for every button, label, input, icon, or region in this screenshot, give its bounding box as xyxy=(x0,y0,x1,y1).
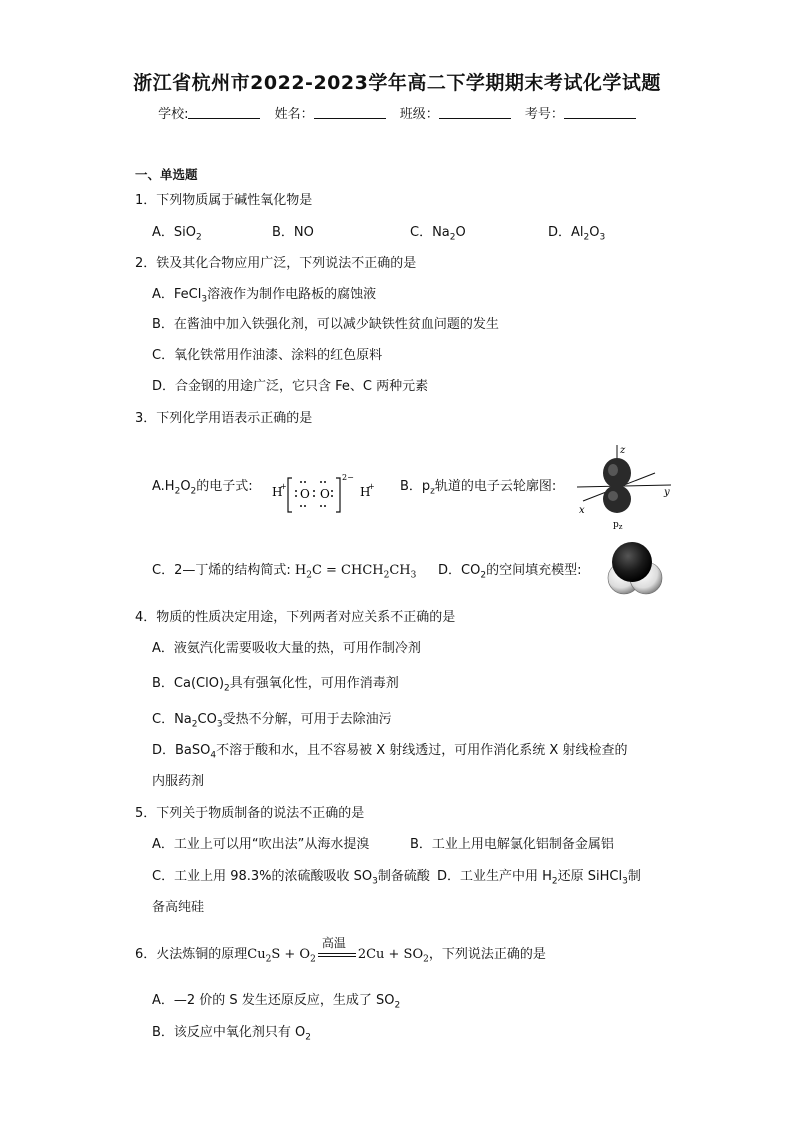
class-blank[interactable] xyxy=(439,106,511,119)
q2-option-d: D．合金钢的用途广泛，它只含 Fe、C 两种元素 xyxy=(152,379,429,394)
q1-option-d: D．$Al_2O_3$ xyxy=(548,225,606,243)
x-axis-label: x xyxy=(579,505,585,516)
exam-number-label: 考号： xyxy=(524,107,564,122)
h2o2-lewis-structure xyxy=(270,470,380,520)
q5-option-c: C．工业上用 98.3%的浓硫酸吸收 $SO_3$制备硫酸 xyxy=(152,869,430,887)
lewis-o-2: O xyxy=(320,487,330,501)
lewis-plus-left: + xyxy=(280,482,287,491)
q3-option-c: C．2—丁烯的结构简式: $H_2C$ = $CHCH_2CH_3$ xyxy=(152,563,417,581)
school-label: 学校: xyxy=(158,107,189,122)
co2-atom-center xyxy=(612,542,652,582)
q1-option-a: A．SiO$_2$ xyxy=(152,225,202,243)
section-heading: 一、单选题 xyxy=(135,167,198,182)
q3-option-b: B．$p_z$轨道的电子云轮廓图: xyxy=(400,479,557,497)
q4-option-b: B．$Ca(ClO)_2$具有强氧化性，可用作消毒剂 xyxy=(152,676,399,694)
q2-stem: 2．铁及其化合物应用广泛，下列说法不正确的是 xyxy=(135,256,417,271)
name-blank[interactable] xyxy=(314,106,386,119)
reaction-condition: 高温 xyxy=(321,936,346,950)
q2-option-c: C．氧化铁常用作油漆、涂料的红色原料 xyxy=(152,348,383,363)
equals-sign xyxy=(318,953,356,957)
student-info-line xyxy=(0,103,794,122)
q4-option-d-continued: 内服药剂 xyxy=(152,774,205,789)
butene-formula: $H_2C$ = $CHCH_2CH_3$ xyxy=(294,563,417,581)
q4-option-c: C．$Na_2CO_3$受热不分解，可用于去除油污 xyxy=(152,712,392,730)
co2-space-filling-model xyxy=(602,540,664,598)
q5-option-b: B．工业上用电解氯化铝制备金属铝 xyxy=(410,837,614,852)
q1-stem: 1．下列物质属于碱性氧化物是 xyxy=(135,193,313,208)
y-axis-label: y xyxy=(664,487,670,498)
class-label: 班级： xyxy=(399,107,439,122)
lewis-charge: 2− xyxy=(342,473,354,482)
pz-orbital-diagram xyxy=(575,443,675,533)
lewis-h-left: H xyxy=(272,485,283,499)
q2-option-b: B．在酱油中加入铁强化剂，可以减少缺铁性贫血问题的发生 xyxy=(152,317,499,332)
lewis-h-right: H xyxy=(360,485,371,499)
lewis-plus-right: + xyxy=(368,482,375,491)
school-blank[interactable] xyxy=(188,106,260,119)
q6-stem: 6．火法炼铜的原理$Cu_2S + O_2$ 高温 $2Cu + SO_2$，下列说法正确的是 xyxy=(135,936,546,965)
q4-option-a: A．液氨汽化需要吸收大量的热，可用作制冷剂 xyxy=(152,641,421,656)
q3-stem: 3．下列化学用语表示正确的是 xyxy=(135,411,313,426)
q5-option-d: D．工业生产中用 $H_2$还原 SiHCl$_3$制 xyxy=(437,869,641,887)
lewis-bracket-left xyxy=(288,478,292,512)
q5-stem: 5．下列关于物质制备的说法不正确的是 xyxy=(135,806,365,821)
q2-option-a: A．FeCl$_3$溶液作为制作电路板的腐蚀液 xyxy=(152,287,377,305)
q4-stem: 4．物质的性质决定用途，下列两者对应关系不正确的是 xyxy=(135,610,456,625)
lewis-o-1: O xyxy=(300,487,310,501)
lewis-bracket-right xyxy=(336,478,340,512)
smelting-equation: $Cu_2S + O_2$ 高温 $2Cu + SO_2$ xyxy=(247,936,429,965)
q1-option-b: B．NO xyxy=(272,225,314,240)
page-title: 浙江省杭州市2022-2023学年高二下学期期末考试化学试题 xyxy=(133,72,661,94)
q5-option-a: A．工业上可以用“吹出法”从海水提溴 xyxy=(152,837,370,852)
q3-option-a: $A.H_2O_2$的电子式: xyxy=(152,479,253,497)
exam-number-blank[interactable] xyxy=(564,106,636,119)
name-label: 姓名： xyxy=(274,107,314,122)
q4-option-d: D．BaSO$_4$不溶于酸和水，且不容易被 X 射线透过，可用作消化系统 X 射线检查的 xyxy=(152,743,628,761)
q5-option-d-continued: 备高纯硅 xyxy=(152,900,205,915)
z-axis-label: z xyxy=(620,445,626,456)
q6-option-b: B．该反应中氧化剂只有 $O_2$ xyxy=(152,1025,312,1043)
q6-option-a: A．—2 价的 S 发生还原反应，生成了 $SO_2$ xyxy=(152,993,401,1011)
q1-option-c: C．$Na_2O$ xyxy=(410,225,466,243)
q3-option-d: D．$CO_2$的空间填充模型: xyxy=(438,563,582,581)
pz-label: $p_z$ xyxy=(613,520,623,531)
